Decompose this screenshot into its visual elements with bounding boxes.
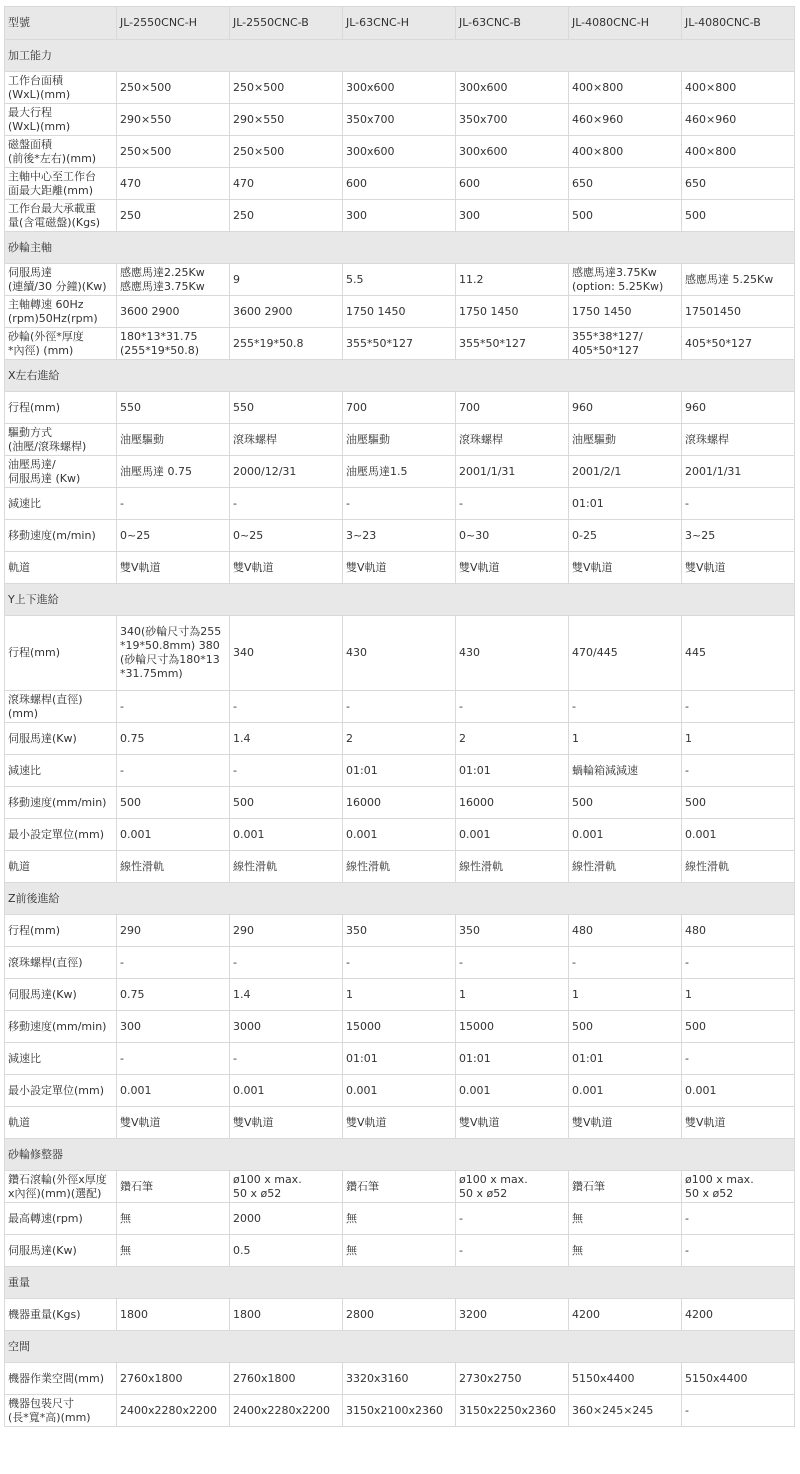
spec-value: - xyxy=(233,763,237,777)
spec-label: 主軸中心至工作台 面最大距離(mm) xyxy=(8,169,96,197)
spec-row xyxy=(5,1011,795,1043)
spec-value: - xyxy=(346,955,350,969)
spec-value: - xyxy=(120,496,124,510)
spec-value: 1 xyxy=(572,987,579,1001)
model-header: JL-63CNC-B xyxy=(456,7,569,40)
spec-value: 300x600 xyxy=(346,144,395,158)
spec-row xyxy=(5,296,795,328)
spec-value: 2400x2280x2200 xyxy=(120,1403,218,1417)
spec-value: 350x700 xyxy=(346,112,395,126)
spec-value: 500 xyxy=(120,795,141,809)
spec-row xyxy=(5,1395,795,1427)
spec-value: 350 xyxy=(346,923,367,937)
spec-value: 17501450 xyxy=(685,304,741,318)
section-title: 空間 xyxy=(5,1331,795,1363)
spec-value: - xyxy=(459,1243,463,1257)
spec-value: 0.001 xyxy=(120,827,152,841)
spec-value: 4200 xyxy=(572,1307,600,1321)
spec-value: 3600 2900 xyxy=(120,304,180,318)
spec-value: 2730x2750 xyxy=(459,1371,522,1385)
spec-value: 滾珠螺桿 xyxy=(685,432,729,446)
spec-value: 250 xyxy=(120,208,141,222)
spec-row xyxy=(5,979,795,1011)
spec-value: 3000 xyxy=(233,1019,261,1033)
spec-value: 500 xyxy=(572,795,593,809)
spec-value: 雙V軌道 xyxy=(685,1115,726,1129)
spec-value: 01:01 xyxy=(572,1051,604,1065)
spec-row xyxy=(5,1043,795,1075)
spec-value: 油壓驅動 xyxy=(572,432,616,446)
spec-value: 0.5 xyxy=(233,1243,251,1257)
spec-label: 減速比 xyxy=(8,763,41,777)
spec-value: 11.2 xyxy=(459,272,484,286)
spec-value: 1.4 xyxy=(233,731,251,745)
spec-value: 16000 xyxy=(459,795,494,809)
spec-row xyxy=(5,1107,795,1139)
spec-value: 無 xyxy=(346,1211,357,1225)
spec-value: 355*50*127 xyxy=(346,336,413,350)
spec-value: 250×500 xyxy=(233,144,285,158)
spec-row xyxy=(5,819,795,851)
spec-label: 減速比 xyxy=(8,1051,41,1065)
spec-value: 290×550 xyxy=(120,112,172,126)
spec-value: 1.4 xyxy=(233,987,251,1001)
spec-value: - xyxy=(233,699,237,713)
spec-value: 2001/1/31 xyxy=(459,464,516,478)
spec-value: 2400x2280x2200 xyxy=(233,1403,331,1417)
spec-row xyxy=(5,200,795,232)
spec-value: 線性滑軌 xyxy=(685,859,729,873)
spec-value: 油壓馬達 0.75 xyxy=(120,464,192,478)
spec-row xyxy=(5,264,795,296)
spec-label: 移動速度(mm/min) xyxy=(8,1019,107,1033)
spec-value: 1 xyxy=(685,731,692,745)
spec-value: 960 xyxy=(685,400,706,414)
spec-value: 01:01 xyxy=(459,763,491,777)
spec-value: 雙V軌道 xyxy=(346,560,387,574)
spec-value: 400×800 xyxy=(572,144,624,158)
spec-value: 0.001 xyxy=(233,827,265,841)
spec-value: 2 xyxy=(459,731,466,745)
spec-value: - xyxy=(233,1051,237,1065)
spec-value: 線性滑軌 xyxy=(120,859,164,873)
spec-value: 2000/12/31 xyxy=(233,464,297,478)
spec-row xyxy=(5,1363,795,1395)
spec-value: 3~23 xyxy=(346,528,377,542)
spec-value: 01:01 xyxy=(346,1051,378,1065)
spec-value: 500 xyxy=(572,208,593,222)
spec-value: 雙V軌道 xyxy=(233,560,274,574)
header-label: 型號 xyxy=(5,7,117,40)
spec-row xyxy=(5,787,795,819)
spec-row xyxy=(5,104,795,136)
spec-value: 雙V軌道 xyxy=(572,560,613,574)
spec-value: 0.75 xyxy=(120,731,145,745)
spec-value: 0.001 xyxy=(346,1083,378,1097)
spec-value: 1 xyxy=(459,987,466,1001)
spec-value: 250 xyxy=(233,208,254,222)
spec-value: 300x600 xyxy=(459,80,508,94)
spec-value: 雙V軌道 xyxy=(572,1115,613,1129)
spec-value: 700 xyxy=(459,400,480,414)
spec-value: 290×550 xyxy=(233,112,285,126)
section-row xyxy=(5,1139,795,1171)
spec-value: 無 xyxy=(572,1243,583,1257)
spec-value: 960 xyxy=(572,400,593,414)
section-title: Y上下進給 xyxy=(5,584,795,616)
spec-value: - xyxy=(459,699,463,713)
spec-value: ø100 x max. 50 x ø52 xyxy=(459,1172,528,1200)
spec-value: 無 xyxy=(346,1243,357,1257)
spec-value: - xyxy=(459,496,463,510)
spec-value: 5.5 xyxy=(346,272,364,286)
spec-value: - xyxy=(685,1243,689,1257)
spec-value: 線性滑軌 xyxy=(459,859,503,873)
spec-label: 軌道 xyxy=(8,560,30,574)
spec-label: 伺服馬達(Kw) xyxy=(8,1243,77,1257)
spec-value: 16000 xyxy=(346,795,381,809)
spec-value: 雙V軌道 xyxy=(233,1115,274,1129)
section-title: 重量 xyxy=(5,1267,795,1299)
spec-value: 2001/1/31 xyxy=(685,464,742,478)
spec-value: 1750 1450 xyxy=(459,304,519,318)
spec-value: 1 xyxy=(346,987,353,1001)
spec-value: 500 xyxy=(233,795,254,809)
spec-value: 15000 xyxy=(459,1019,494,1033)
spec-label: 滾珠螺桿(直徑) (mm) xyxy=(8,692,83,720)
spec-value: 01:01 xyxy=(459,1051,491,1065)
spec-value: 15000 xyxy=(346,1019,381,1033)
spec-value: 350 xyxy=(459,923,480,937)
spec-value: 350x700 xyxy=(459,112,508,126)
spec-label: 最小設定單位(mm) xyxy=(8,827,105,841)
spec-value: - xyxy=(346,699,350,713)
section-row xyxy=(5,360,795,392)
spec-label: 伺服馬達(Kw) xyxy=(8,731,77,745)
spec-row xyxy=(5,723,795,755)
spec-value: 500 xyxy=(572,1019,593,1033)
spec-value: 01:01 xyxy=(572,496,604,510)
spec-value: 滾珠螺桿 xyxy=(459,432,503,446)
spec-value: 感應馬達 5.25Kw xyxy=(685,272,774,286)
spec-value: - xyxy=(572,955,576,969)
spec-row xyxy=(5,136,795,168)
spec-value: 0.001 xyxy=(346,827,378,841)
spec-value: 0.001 xyxy=(459,1083,491,1097)
spec-value: 0~30 xyxy=(459,528,490,542)
spec-label: 磁盤面積 (前後*左右)(mm) xyxy=(8,137,97,165)
spec-value: - xyxy=(685,1211,689,1225)
spec-value: 355*38*127/ 405*50*127 xyxy=(572,329,643,357)
spec-value: 0~25 xyxy=(233,528,264,542)
spec-value: - xyxy=(120,1051,124,1065)
spec-value: 650 xyxy=(572,176,593,190)
spec-row xyxy=(5,1171,795,1203)
spec-value: 鑽石筆 xyxy=(120,1179,153,1193)
spec-value: 線性滑軌 xyxy=(346,859,390,873)
spec-value: 0.001 xyxy=(572,827,604,841)
spec-value: - xyxy=(685,763,689,777)
spec-value: 無 xyxy=(120,1211,131,1225)
spec-value: 340(砂輪尺寸為255 *19*50.8mm) 380 (砂輪尺寸為180*13 *31.75mm) xyxy=(120,625,222,680)
spec-value: 300x600 xyxy=(459,144,508,158)
spec-value: 1 xyxy=(685,987,692,1001)
spec-value: 290 xyxy=(120,923,141,937)
model-header: JL-4080CNC-B xyxy=(682,7,795,40)
spec-value: 300x600 xyxy=(346,80,395,94)
spec-value: 460×960 xyxy=(572,112,624,126)
spec-value: 300 xyxy=(459,208,480,222)
spec-value: 9 xyxy=(233,272,240,286)
spec-row xyxy=(5,424,795,456)
spec-body xyxy=(5,40,795,1427)
spec-value: 雙V軌道 xyxy=(346,1115,387,1129)
spec-value: 2001/2/1 xyxy=(572,464,622,478)
spec-value: - xyxy=(685,1403,689,1417)
spec-value: 2760x1800 xyxy=(233,1371,296,1385)
section-title: 砂輪主軸 xyxy=(5,232,795,264)
spec-value: 255*19*50.8 xyxy=(233,336,304,350)
section-title: 砂輪修整器 xyxy=(5,1139,795,1171)
spec-value: 雙V軌道 xyxy=(120,1115,161,1129)
spec-row xyxy=(5,488,795,520)
spec-value: 600 xyxy=(459,176,480,190)
spec-row xyxy=(5,456,795,488)
spec-value: 650 xyxy=(685,176,706,190)
spec-value: - xyxy=(685,955,689,969)
spec-label: 砂輪(外徑*厚度 *內徑) (mm) xyxy=(8,329,84,357)
spec-label: 行程(mm) xyxy=(8,400,61,414)
spec-value: 2 xyxy=(346,731,353,745)
spec-label: 伺服馬達 (連續/30 分鐘)(Kw) xyxy=(8,265,107,293)
spec-label: 最高轉速(rpm) xyxy=(8,1211,83,1225)
model-header: JL-4080CNC-H xyxy=(569,7,682,40)
spec-value: - xyxy=(120,955,124,969)
section-row xyxy=(5,584,795,616)
spec-row xyxy=(5,392,795,424)
spec-label: 行程(mm) xyxy=(8,646,61,659)
spec-label: 機器包裝尺寸 (長*寬*高)(mm) xyxy=(8,1396,91,1424)
section-row xyxy=(5,883,795,915)
spec-value: 300 xyxy=(120,1019,141,1033)
spec-label: 最大行程 (WxL)(mm) xyxy=(8,105,71,133)
spec-value: - xyxy=(459,955,463,969)
spec-value: 355*50*127 xyxy=(459,336,526,350)
spec-value: - xyxy=(459,1211,463,1225)
spec-value: 180*13*31.75 (255*19*50.8) xyxy=(120,329,200,357)
spec-row xyxy=(5,947,795,979)
spec-row xyxy=(5,72,795,104)
spec-value: 550 xyxy=(233,400,254,414)
spec-row xyxy=(5,915,795,947)
section-title: Z前後進給 xyxy=(5,883,795,915)
spec-label: 機器重量(Kgs) xyxy=(8,1307,81,1321)
spec-value: 340 xyxy=(233,646,254,659)
spec-value: 1800 xyxy=(233,1307,261,1321)
model-header: JL-2550CNC-H xyxy=(117,7,230,40)
spec-value: 0.001 xyxy=(572,1083,604,1097)
spec-value: 500 xyxy=(685,795,706,809)
spec-label: 減速比 xyxy=(8,496,41,510)
spec-value: 01:01 xyxy=(346,763,378,777)
spec-value: - xyxy=(233,496,237,510)
spec-value: 250×500 xyxy=(120,80,172,94)
spec-label: 油壓馬達/ 伺服馬達 (Kw) xyxy=(8,457,81,485)
spec-value: 400×800 xyxy=(572,80,624,94)
spec-row xyxy=(5,1075,795,1107)
spec-value: - xyxy=(233,955,237,969)
spec-value: 430 xyxy=(346,646,367,659)
spec-label: 鑽石滾輪(外徑x厚度 x內徑)(mm)(選配) xyxy=(8,1172,107,1200)
spec-label: 工作台面積 (WxL)(mm) xyxy=(8,73,71,101)
spec-row xyxy=(5,1203,795,1235)
spec-row xyxy=(5,168,795,200)
spec-label: 行程(mm) xyxy=(8,923,61,937)
spec-value: 250×500 xyxy=(233,80,285,94)
spec-value: 430 xyxy=(459,646,480,659)
spec-value: 300 xyxy=(346,208,367,222)
spec-value: 700 xyxy=(346,400,367,414)
section-row xyxy=(5,1267,795,1299)
spec-label: 移動速度(m/min) xyxy=(8,528,96,542)
spec-value: 550 xyxy=(120,400,141,414)
spec-row xyxy=(5,691,795,723)
spec-value: 雙V軌道 xyxy=(685,560,726,574)
spec-value: 405*50*127 xyxy=(685,336,752,350)
spec-value: 2000 xyxy=(233,1211,261,1225)
spec-label: 主軸轉速 60Hz (rpm)50Hz(rpm) xyxy=(8,297,98,325)
spec-label: 機器作業空間(mm) xyxy=(8,1371,105,1385)
spec-value: 480 xyxy=(572,923,593,937)
spec-row xyxy=(5,755,795,787)
spec-value: 無 xyxy=(120,1243,131,1257)
spec-value: - xyxy=(572,699,576,713)
spec-value: 2760x1800 xyxy=(120,1371,183,1385)
spec-value: - xyxy=(120,699,124,713)
spec-value: 470/445 xyxy=(572,646,618,659)
spec-value: ø100 x max. 50 x ø52 xyxy=(685,1172,754,1200)
spec-value: 470 xyxy=(233,176,254,190)
spec-value: 5150x4400 xyxy=(685,1371,748,1385)
spec-value: 3200 xyxy=(459,1307,487,1321)
spec-value: 鑽石筆 xyxy=(346,1179,379,1193)
spec-value: 雙V軌道 xyxy=(459,1115,500,1129)
header-row xyxy=(5,7,795,40)
section-title: X左右進給 xyxy=(5,360,795,392)
spec-value: 460×960 xyxy=(685,112,737,126)
spec-value: 鑽石筆 xyxy=(572,1179,605,1193)
spec-value: 油壓驅動 xyxy=(120,432,164,446)
spec-value: 蝸輪箱減減速 xyxy=(572,763,638,777)
spec-row xyxy=(5,616,795,691)
spec-value: - xyxy=(346,496,350,510)
spec-label: 移動速度(mm/min) xyxy=(8,795,107,809)
spec-value: 1750 1450 xyxy=(346,304,406,318)
spec-value: 470 xyxy=(120,176,141,190)
section-row xyxy=(5,40,795,72)
spec-label: 工作台最大承載重 量(含電磁盤)(Kgs) xyxy=(8,201,101,229)
section-title: 加工能力 xyxy=(5,40,795,72)
spec-value: ø100 x max. 50 x ø52 xyxy=(233,1172,302,1200)
spec-value: 雙V軌道 xyxy=(459,560,500,574)
spec-value: 3320x3160 xyxy=(346,1371,409,1385)
spec-value: 1 xyxy=(572,731,579,745)
spec-label: 驅動方式 (油壓/滾珠螺桿) xyxy=(8,425,87,453)
spec-label: 軌道 xyxy=(8,859,30,873)
spec-value: 0.001 xyxy=(685,827,717,841)
spec-value: - xyxy=(685,1051,689,1065)
spec-value: 5150x4400 xyxy=(572,1371,635,1385)
spec-row xyxy=(5,520,795,552)
spec-value: 250×500 xyxy=(120,144,172,158)
spec-row xyxy=(5,552,795,584)
spec-value: 0.75 xyxy=(120,987,145,1001)
spec-value: 0.001 xyxy=(233,1083,265,1097)
spec-value: 1750 1450 xyxy=(572,304,632,318)
spec-row xyxy=(5,1299,795,1331)
model-header: JL-2550CNC-B xyxy=(230,7,343,40)
spec-value: 感應馬達3.75Kw (option: 5.25Kw) xyxy=(572,265,664,293)
spec-value: 0-25 xyxy=(572,528,597,542)
spec-value: 1800 xyxy=(120,1307,148,1321)
spec-value: 600 xyxy=(346,176,367,190)
spec-value: 0.001 xyxy=(685,1083,717,1097)
spec-value: 3600 2900 xyxy=(233,304,293,318)
section-row xyxy=(5,1331,795,1363)
spec-value: 3150x2100x2360 xyxy=(346,1403,444,1417)
spec-value: 油壓馬達1.5 xyxy=(346,464,408,478)
spec-value: 400×800 xyxy=(685,80,737,94)
spec-value: 360×245×245 xyxy=(572,1403,654,1417)
spec-label: 伺服馬達(Kw) xyxy=(8,987,77,1001)
spec-value: 感應馬達2.25Kw 感應馬達3.75Kw xyxy=(120,265,205,293)
spec-label: 最小設定單位(mm) xyxy=(8,1083,105,1097)
spec-value: 4200 xyxy=(685,1307,713,1321)
spec-value: 400×800 xyxy=(685,144,737,158)
spec-value: 3~25 xyxy=(685,528,716,542)
spec-row xyxy=(5,1235,795,1267)
spec-value: 500 xyxy=(685,1019,706,1033)
spec-value: 3150x2250x2360 xyxy=(459,1403,557,1417)
spec-value: - xyxy=(685,699,689,713)
spec-value: 445 xyxy=(685,646,706,659)
spec-value: 480 xyxy=(685,923,706,937)
spec-value: - xyxy=(120,763,124,777)
spec-value: 0~25 xyxy=(120,528,151,542)
section-row xyxy=(5,232,795,264)
spec-label: 軌道 xyxy=(8,1115,30,1129)
spec-value: 雙V軌道 xyxy=(120,560,161,574)
spec-value: 0.001 xyxy=(120,1083,152,1097)
spec-row xyxy=(5,328,795,360)
spec-value: 290 xyxy=(233,923,254,937)
spec-value: 0.001 xyxy=(459,827,491,841)
spec-value: 線性滑軌 xyxy=(572,859,616,873)
spec-value: - xyxy=(685,496,689,510)
spec-table xyxy=(4,6,795,1427)
spec-value: 滾珠螺桿 xyxy=(233,432,277,446)
spec-value: 500 xyxy=(685,208,706,222)
spec-value: 無 xyxy=(572,1211,583,1225)
spec-value: 線性滑軌 xyxy=(233,859,277,873)
spec-value: 油壓驅動 xyxy=(346,432,390,446)
model-header: JL-63CNC-H xyxy=(343,7,456,40)
spec-value: 2800 xyxy=(346,1307,374,1321)
spec-label: 滾珠螺桿(直徑) xyxy=(8,955,83,969)
spec-row xyxy=(5,851,795,883)
